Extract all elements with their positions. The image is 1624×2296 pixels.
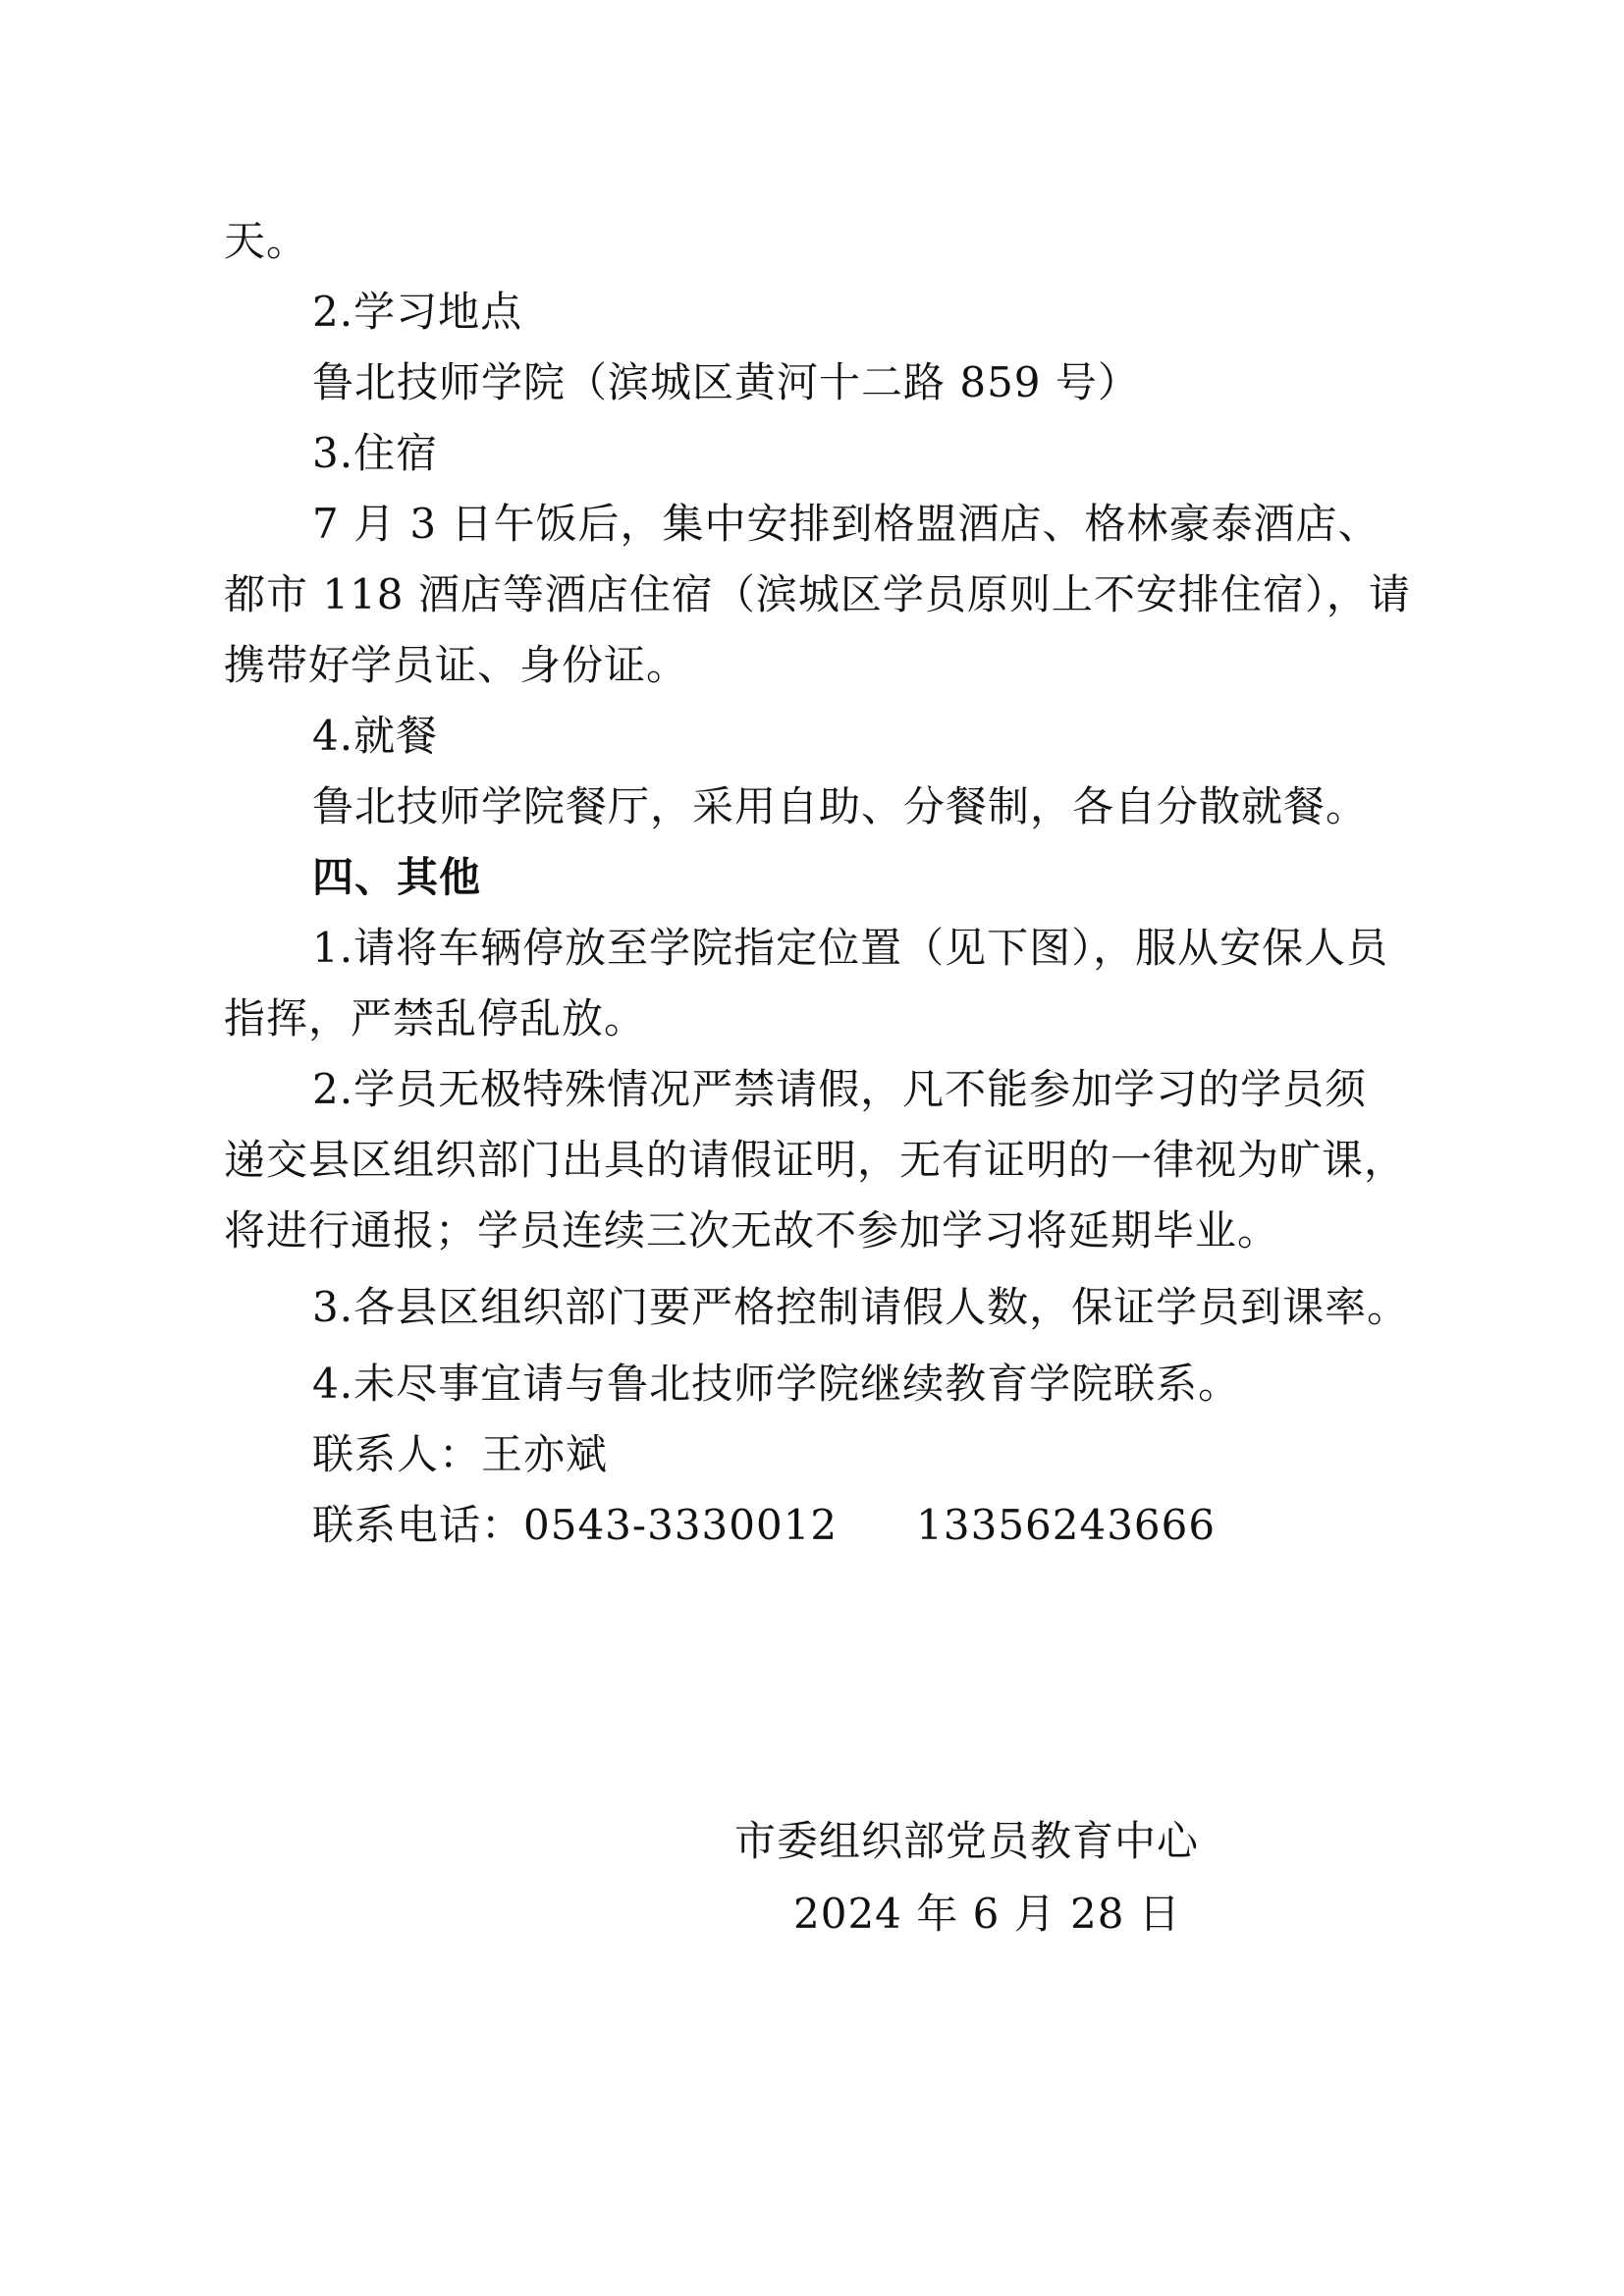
contact-phone-line xyxy=(312,1502,1216,1549)
heading-dining: 4.就餐 xyxy=(312,712,439,760)
other-item-1-line-1: 1.请将车辆停放至学院指定位置（见下图），服从安保人员 xyxy=(312,924,1389,972)
text-line-1: 天。 xyxy=(224,217,309,265)
accommodation-text-2: 都市 118 酒店等酒店住宿（滨城区学员原则上不安排住宿），请 xyxy=(224,570,1411,618)
contact-phone-label: 联系电话： xyxy=(312,1501,524,1549)
contact-phone-2: 13356243666 xyxy=(916,1501,1217,1549)
other-item-2-line-2: 递交县区组织部门出具的请假证明，无有证明的一律视为旷课， xyxy=(224,1136,1407,1184)
study-location-text: 鲁北技师学院（滨城区黄河十二路 859 号） xyxy=(312,358,1140,406)
accommodation-text-3: 携带好学员证、身份证。 xyxy=(224,641,689,689)
heading-study-location: 2.学习地点 xyxy=(312,288,523,336)
heading-accommodation: 3.住宿 xyxy=(312,429,439,477)
other-item-4: 4.未尽事宜请与鲁北技师学院继续教育学院联系。 xyxy=(312,1360,1241,1408)
signature-date: 2024 年 6 月 28 日 xyxy=(793,1890,1181,1938)
section-heading-other: 四、其他 xyxy=(312,853,482,901)
other-item-2-line-3: 将进行通报；学员连续三次无故不参加学习将延期毕业。 xyxy=(224,1206,1280,1255)
other-item-1-line-2: 指挥，严禁乱停乱放。 xyxy=(224,994,647,1042)
dining-text: 鲁北技师学院餐厅，采用自助、分餐制，各自分散就餐。 xyxy=(312,782,1369,830)
accommodation-text-1: 7 月 3 日午饭后，集中安排到格盟酒店、格林豪泰酒店、 xyxy=(312,500,1380,548)
contact-phone-1: 0543-3330012 xyxy=(523,1501,839,1549)
signature-org: 市委组织部党员教育中心 xyxy=(734,1817,1200,1865)
other-item-3: 3.各县区组织部门要严格控制请假人数，保证学员到课率。 xyxy=(312,1283,1410,1331)
other-item-2-line-1: 2.学员无极特殊情况严禁请假，凡不能参加学习的学员须 xyxy=(312,1065,1368,1113)
contact-person: 联系人：王亦斌 xyxy=(312,1430,609,1478)
